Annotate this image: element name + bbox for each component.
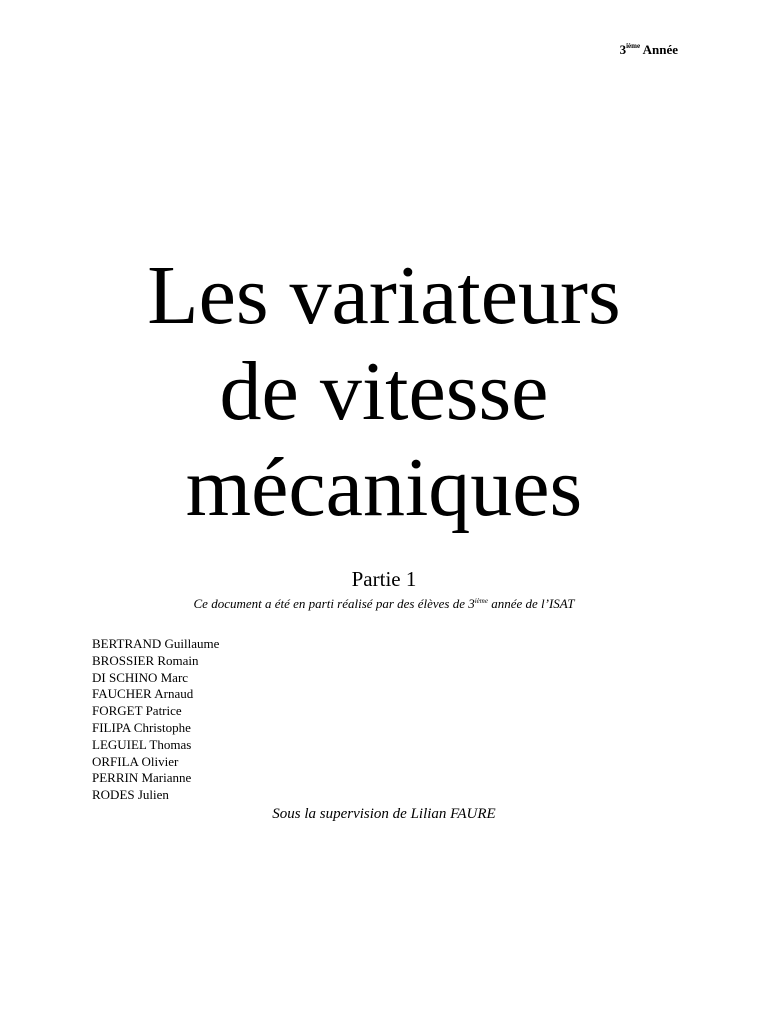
title-line: mécaniques [185,441,583,534]
year-number: 3 [619,42,627,57]
credit-text-after: année de l’ISAT [487,596,575,611]
author-name: RODES Julien [92,787,169,803]
author-name: ORFILA Olivier [92,753,179,769]
author-name: FILIPA Christophe [92,719,191,735]
author-name: LEGUIEL Thomas [92,736,192,752]
title-line: Les variateurs [147,249,621,342]
author-name: FORGET Patrice [92,703,182,719]
document-title [0,248,768,536]
year-suffix: ième [626,42,641,50]
supervision-line: Sous la supervision de Lilian FAURE [272,806,496,822]
author-name: FAUCHER Arnaud [92,686,194,702]
year-label [620,42,678,58]
credit-suffix: ième [474,597,488,605]
part-label: Partie 1 [351,567,417,591]
author-name: BERTRAND Guillaume [92,636,220,651]
year-word: Année [642,42,678,57]
credit-text-before: Ce document a été en parti réalisé par des élèves de 3 [193,596,475,611]
credit-note [0,596,768,612]
author-name: BROSSIER Romain [92,652,199,668]
author-list [92,636,219,804]
title-line: de vitesse [219,345,549,438]
author-name: DI SCHINO Marc [92,669,189,685]
author-name: PERRIN Marianne [92,770,192,786]
